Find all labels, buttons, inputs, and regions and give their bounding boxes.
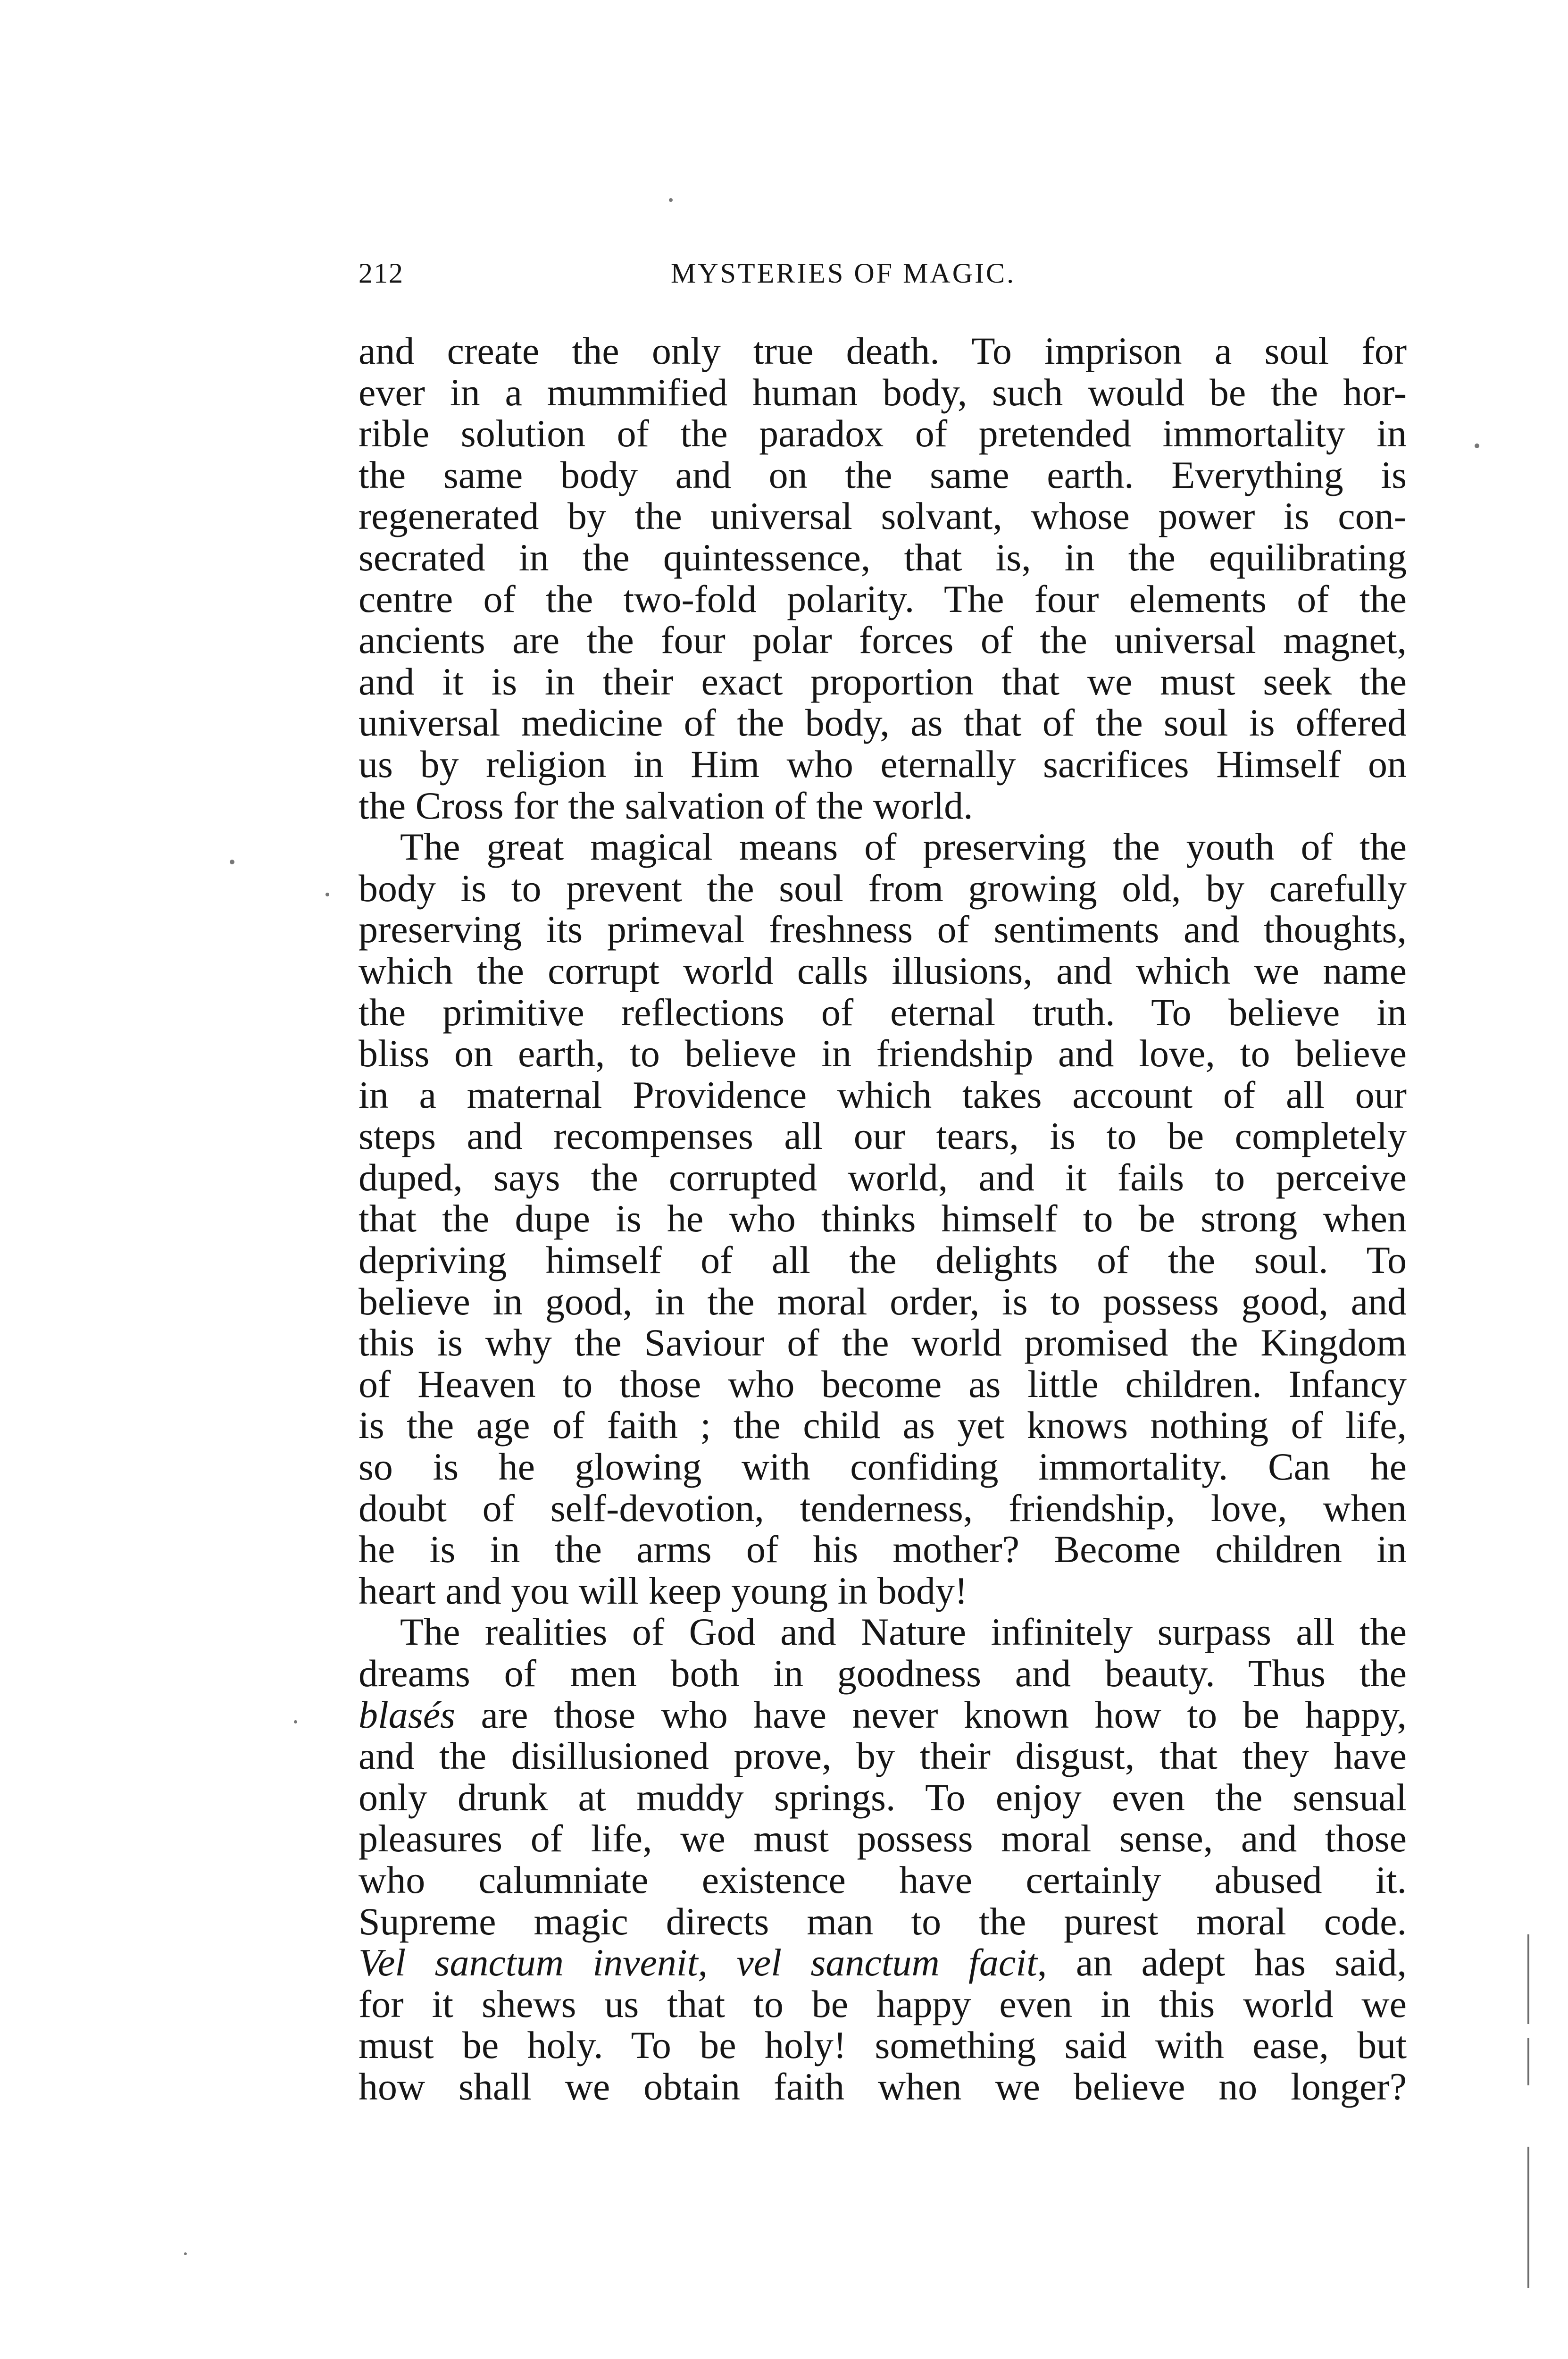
text-line: pleasures of life, we must possess moral sense, and those (359, 1817, 1407, 1860)
scan-speck (230, 860, 234, 864)
scan-edge-mark (1527, 1934, 1529, 2024)
latin-quote: Vel sanctum invenit, vel sanctum facit (359, 1941, 1037, 1984)
text-line: the Cross for the salvation of the world. (359, 784, 973, 827)
scan-speck (294, 1720, 297, 1723)
text-line: the primitive reflections of eternal truth. To believe in (359, 990, 1407, 1034)
text-line: regenerated by the universal solvant, whose power is con- (359, 494, 1407, 538)
body-text (359, 330, 1407, 2108)
text-line: in a maternal Providence which takes account of all our (359, 1073, 1407, 1116)
text-line-mixed (359, 1694, 1407, 1736)
text-line: is the age of faith ; the child as yet knows nothing of life, (359, 1404, 1407, 1447)
text-line: who calumniate existence have certainly abused it. (359, 1858, 1407, 1901)
text-line: only drunk at muddy springs. To enjoy even the sensual (359, 1775, 1407, 1819)
scan-speck (1475, 443, 1479, 448)
scan-speck (184, 2252, 187, 2255)
text-line: rible solution of the paradox of pretended immortality in (359, 412, 1407, 455)
scan-speck (325, 893, 329, 896)
text-line: this is why the Saviour of the world promised the Kingdom (359, 1321, 1407, 1364)
text-line: body is to prevent the soul from growing old, by carefully (359, 866, 1407, 910)
text-line: of Heaven to those who become as little children. Infancy (359, 1362, 1407, 1405)
text-line-mixed (359, 1942, 1407, 1983)
text-line: believe in good, in the moral order, is to possess good, and (359, 1280, 1407, 1323)
text-line: steps and recompenses all our tears, is to be completely (359, 1114, 1407, 1158)
italic-term: blasés (359, 1693, 455, 1736)
text-line: us by religion in Him who eternally sacrifices Himself on (359, 742, 1407, 786)
text-line: centre of the two-fold polarity. The four elements of the (359, 577, 1407, 620)
text-fragment: , an adept has said, (1037, 1941, 1407, 1984)
text-line: the same body and on the same earth. Everything is (359, 453, 1407, 496)
text-line: and it is in their exact proportion that we must seek the (359, 660, 1407, 703)
text-line: and create the only true death. To imprison a soul for (359, 329, 1407, 372)
text-line: so is he glowing with confiding immortality. Can he (359, 1445, 1407, 1489)
text-line: which the corrupt world calls illusions, and which we name (359, 949, 1407, 992)
text-line: dreams of men both in goodness and beauty. Thus the (359, 1652, 1407, 1695)
running-header (359, 257, 1085, 300)
text-line: bliss on earth, to believe in friendship and love, to believe (359, 1032, 1407, 1075)
text-line: The great magical means of preserving the youth of the (400, 825, 1407, 869)
scan-speck (669, 198, 673, 202)
text-line: for it shews us that to be happy even in this world we (359, 1982, 1407, 2025)
scan-edge-mark (1527, 2038, 1529, 2085)
scan-edge-mark (1527, 2147, 1529, 2288)
text-line: how shall we obtain faith when we believe no longer? (359, 2065, 1407, 2108)
text-line: secrated in the quintessence, that is, in the equilibrating (359, 535, 1407, 579)
text-fragment: are those who have never known how to be happy, (455, 1693, 1407, 1736)
text-line: The realities of God and Nature infinitely surpass all the (400, 1610, 1407, 1654)
text-line: and the disillusioned prove, by their disgust, that they have (359, 1734, 1407, 1778)
text-line: must be holy. To be holy! something said with ease, but (359, 2024, 1407, 2067)
text-line: ancients are the four polar forces of the universal magnet, (359, 619, 1407, 662)
text-line: duped, says the corrupted world, and it fails to perceive (359, 1155, 1407, 1199)
text-line: that the dupe is he who thinks himself to be strong when (359, 1197, 1407, 1240)
running-title: MYSTERIES OF MAGIC. (671, 258, 1016, 289)
text-line: Supreme magic directs man to the purest moral code. (359, 1899, 1407, 1943)
text-line: ever in a mummified human body, such would be the hor- (359, 370, 1407, 414)
text-line: preserving its primeval freshness of sentiments and thoughts, (359, 908, 1407, 951)
text-line: universal medicine of the body, as that of the soul is offered (359, 701, 1407, 745)
page-number: 212 (359, 258, 404, 289)
text-line: he is in the arms of his mother? Become children in (359, 1528, 1407, 1571)
text-line: heart and you will keep young in body! (359, 1569, 968, 1612)
text-line: depriving himself of all the delights of the soul. To (359, 1238, 1407, 1282)
text-line: doubt of self-devotion, tenderness, friendship, love, when (359, 1486, 1407, 1530)
